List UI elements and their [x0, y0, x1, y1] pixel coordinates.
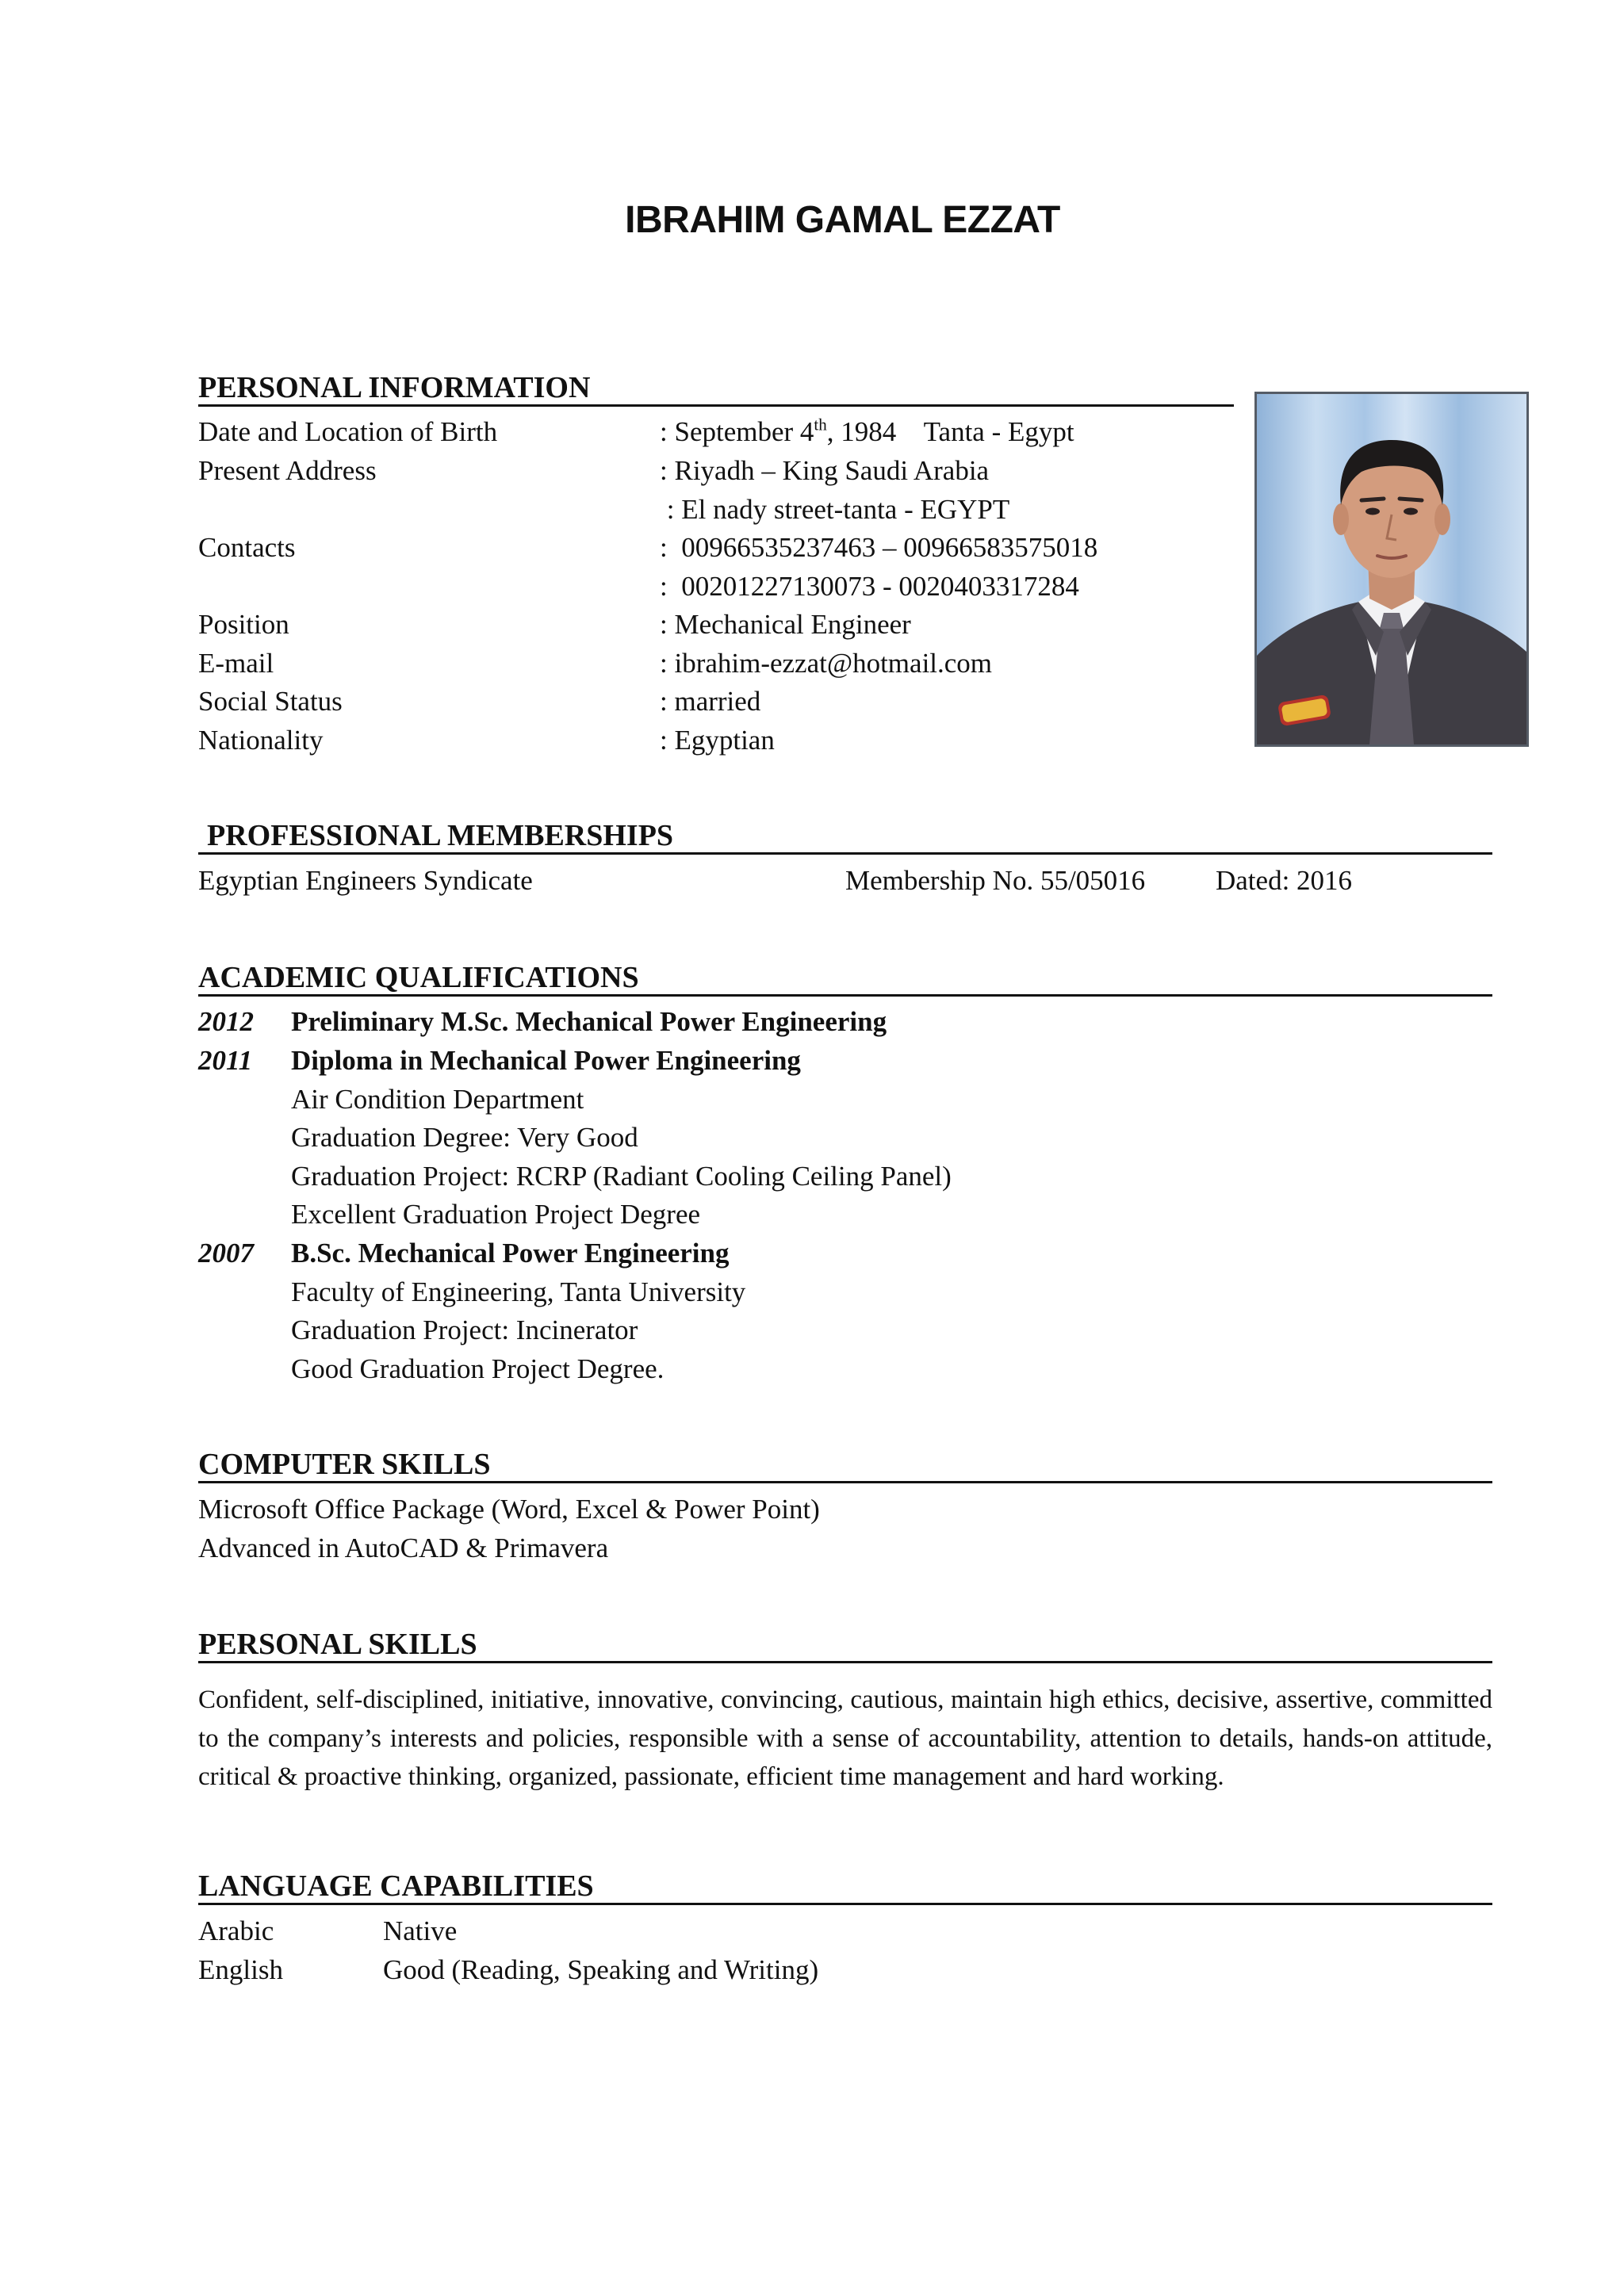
qualification-title: B.Sc. Mechanical Power Engineering	[291, 1238, 730, 1269]
section-heading-language-capabilities: LANGUAGE CAPABILITIES	[198, 1869, 594, 1903]
qualification-detail: Air Condition Department	[291, 1084, 584, 1115]
section-heading-personal-information: PERSONAL INFORMATION	[198, 371, 591, 404]
info-label: Nationality	[198, 725, 324, 756]
membership-number: Membership No. 55/05016	[845, 865, 1146, 896]
qualification-year: 2012	[198, 1006, 254, 1037]
cv-name: IBRAHIM GAMAL EZZAT	[625, 199, 1060, 241]
info-value-birth: : September 4th, 1984 Tanta - Egypt	[660, 415, 1074, 447]
qualification-detail: Faculty of Engineering, Tanta University	[291, 1276, 746, 1307]
personal-skills-paragraph: Confident, self-disciplined, initiative, innovative, convincing, cautious, maintain high ethics, decisive, assertive, committed to the company’s interests and policies, responsible with a sense of accountability, attention to details, hands-on attitude, critical & proactive thinking, organized, passionate, efficient time management and hard working.	[198, 1686, 1492, 1791]
qualification-year: 2007	[198, 1238, 254, 1269]
portrait-illustration	[1257, 394, 1526, 744]
info-value: : married	[660, 686, 761, 717]
info-value: : ibrahim-ezzat@hotmail.com	[660, 648, 993, 679]
info-value: : Mechanical Engineer	[660, 609, 911, 640]
section-rule	[198, 1903, 1492, 1905]
info-value: : 00966535237463 – 00966583575018	[660, 532, 1098, 563]
qualification-year: 2011	[198, 1045, 253, 1076]
info-label: E-mail	[198, 648, 274, 679]
language-level: Native	[383, 1915, 458, 1946]
qualification-detail: Excellent Graduation Project Degree	[291, 1199, 701, 1230]
section-heading-personal-skills: PERSONAL SKILLS	[198, 1628, 477, 1661]
membership-organization: Egyptian Engineers Syndicate	[198, 865, 533, 896]
membership-dated: Dated: 2016	[1216, 865, 1353, 896]
language-name: Arabic	[198, 1915, 274, 1946]
section-rule	[198, 852, 1492, 855]
computer-skill-item: Advanced in AutoCAD & Primavera	[198, 1533, 609, 1563]
info-value: : El nady street-tanta - EGYPT	[660, 494, 1010, 525]
section-rule	[198, 994, 1492, 997]
language-level: Good (Reading, Speaking and Writing)	[383, 1954, 819, 1985]
computer-skill-item: Microsoft Office Package (Word, Excel & Power Point)	[198, 1494, 820, 1525]
qualification-detail: Graduation Project: RCRP (Radiant Cooling Ceiling Panel)	[291, 1161, 952, 1192]
section-rule	[198, 404, 1234, 407]
section-heading-computer-skills: COMPUTER SKILLS	[198, 1448, 491, 1481]
qualification-detail: Graduation Degree: Very Good	[291, 1122, 638, 1153]
info-value: : Egyptian	[660, 725, 775, 756]
qualification-detail: Good Graduation Project Degree.	[291, 1353, 665, 1384]
profile-photo	[1254, 392, 1529, 747]
section-heading-professional-memberships: PROFESSIONAL MEMBERSHIPS	[207, 819, 674, 852]
info-label: Position	[198, 609, 289, 640]
section-heading-academic-qualifications: ACADEMIC QUALIFICATIONS	[198, 961, 639, 994]
qualification-title: Diploma in Mechanical Power Engineering	[291, 1045, 801, 1076]
language-name: English	[198, 1954, 283, 1985]
info-value: : 00201227130073 - 0020403317284	[660, 571, 1079, 602]
info-label: Date and Location of Birth	[198, 416, 498, 447]
qualification-detail: Graduation Project: Incinerator	[291, 1314, 638, 1345]
section-rule	[198, 1661, 1492, 1663]
info-label: Social Status	[198, 686, 343, 717]
section-rule	[198, 1481, 1492, 1483]
qualification-title: Preliminary M.Sc. Mechanical Power Engineering	[291, 1006, 887, 1037]
info-value: : Riyadh – King Saudi Arabia	[660, 455, 990, 486]
info-label: Contacts	[198, 532, 296, 563]
info-label: Present Address	[198, 455, 377, 486]
